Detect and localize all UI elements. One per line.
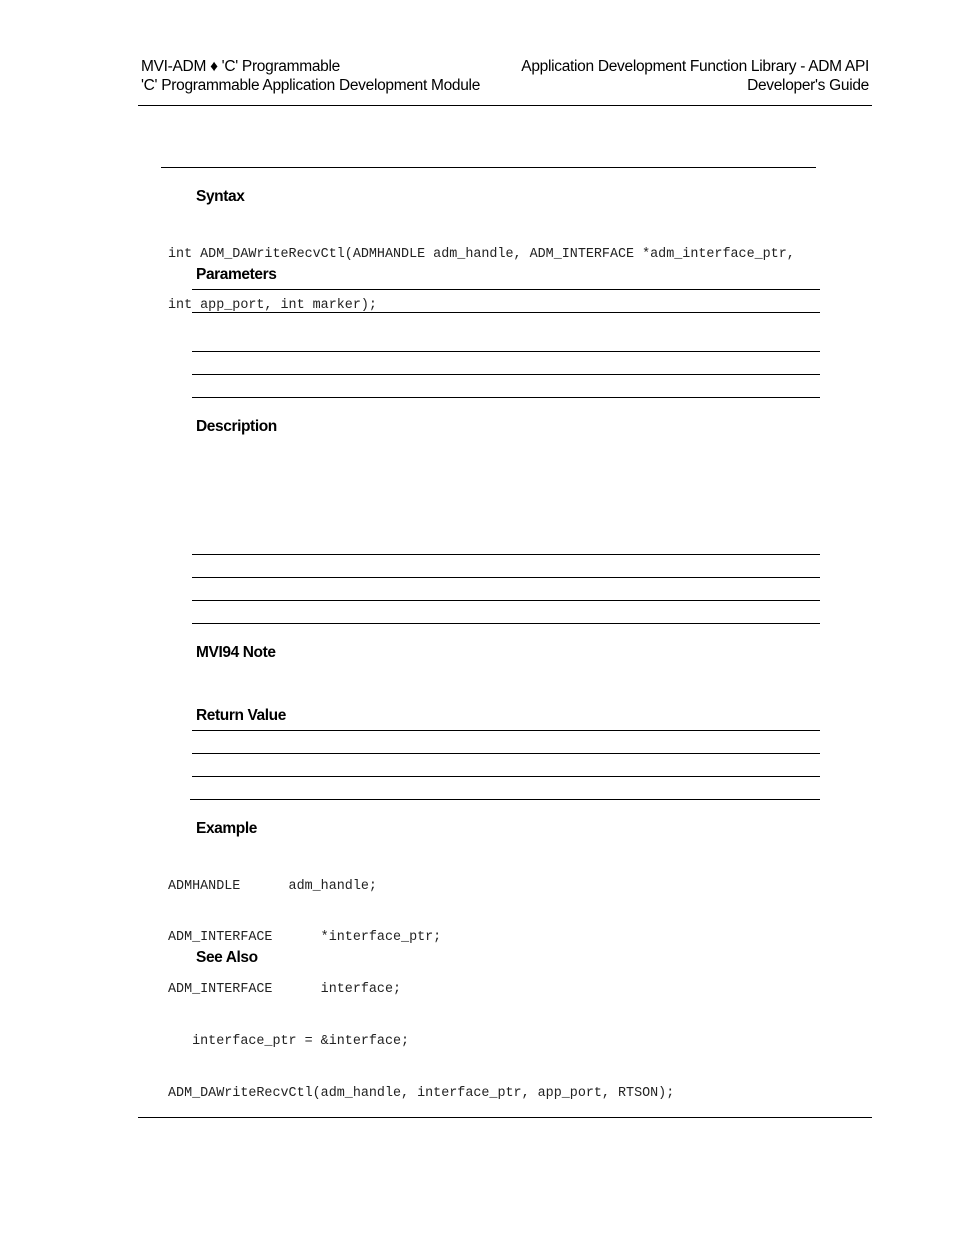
- function-title-rule: [161, 167, 816, 168]
- footer-divider: [138, 1117, 872, 1118]
- table-rule: [192, 351, 820, 352]
- return-value-heading: Return Value: [196, 707, 286, 724]
- table-rule: [192, 600, 820, 601]
- example-code-line: ADM_INTERFACE interface;: [168, 982, 402, 998]
- example-code-block: [168, 843, 674, 1120]
- header-divider: [138, 105, 872, 106]
- header-product-subtitle: 'C' Programmable Application Development Module: [141, 77, 481, 94]
- table-rule: [192, 289, 820, 290]
- table-rule: [192, 577, 820, 578]
- parameters-heading: Parameters: [196, 266, 277, 283]
- mvi94-note-heading: MVI94 Note: [196, 644, 276, 661]
- header-guide-title: Developer's Guide: [747, 77, 869, 94]
- example-code-line: ADMHANDLE adm_handle;: [168, 878, 377, 894]
- table-rule: [192, 312, 820, 313]
- table-rule: [192, 623, 820, 624]
- table-rule: [192, 730, 820, 731]
- table-rule: [192, 397, 820, 398]
- example-code-line: interface_ptr = &interface;: [168, 1034, 410, 1050]
- table-rule: [192, 374, 820, 375]
- table-rule: [192, 776, 820, 777]
- example-code-line: ADM_DAWriteRecvCtl(adm_handle, interface_ptr, app_port, RTSON);: [168, 1086, 675, 1102]
- table-rule: [192, 554, 820, 555]
- table-rule: [192, 753, 820, 754]
- header-product-name: MVI-ADM ♦ 'C' Programmable: [141, 58, 340, 75]
- table-rule: [190, 799, 820, 800]
- syntax-heading: Syntax: [196, 188, 245, 205]
- header-left: [141, 57, 480, 95]
- description-heading: Description: [196, 418, 277, 435]
- header-right: [521, 57, 869, 95]
- syntax-code-line: int ADM_DAWriteRecvCtl(ADMHANDLE adm_handle, ADM_INTERFACE *adm_interface_ptr,: [168, 246, 795, 262]
- example-heading: Example: [196, 820, 257, 837]
- see-also-heading: See Also: [196, 949, 258, 966]
- header-chapter-title: Application Development Function Library - ADM API: [521, 58, 869, 75]
- syntax-code-line: int app_port, int marker);: [168, 298, 377, 314]
- example-code-line: ADM_INTERFACE *interface_ptr;: [168, 930, 442, 946]
